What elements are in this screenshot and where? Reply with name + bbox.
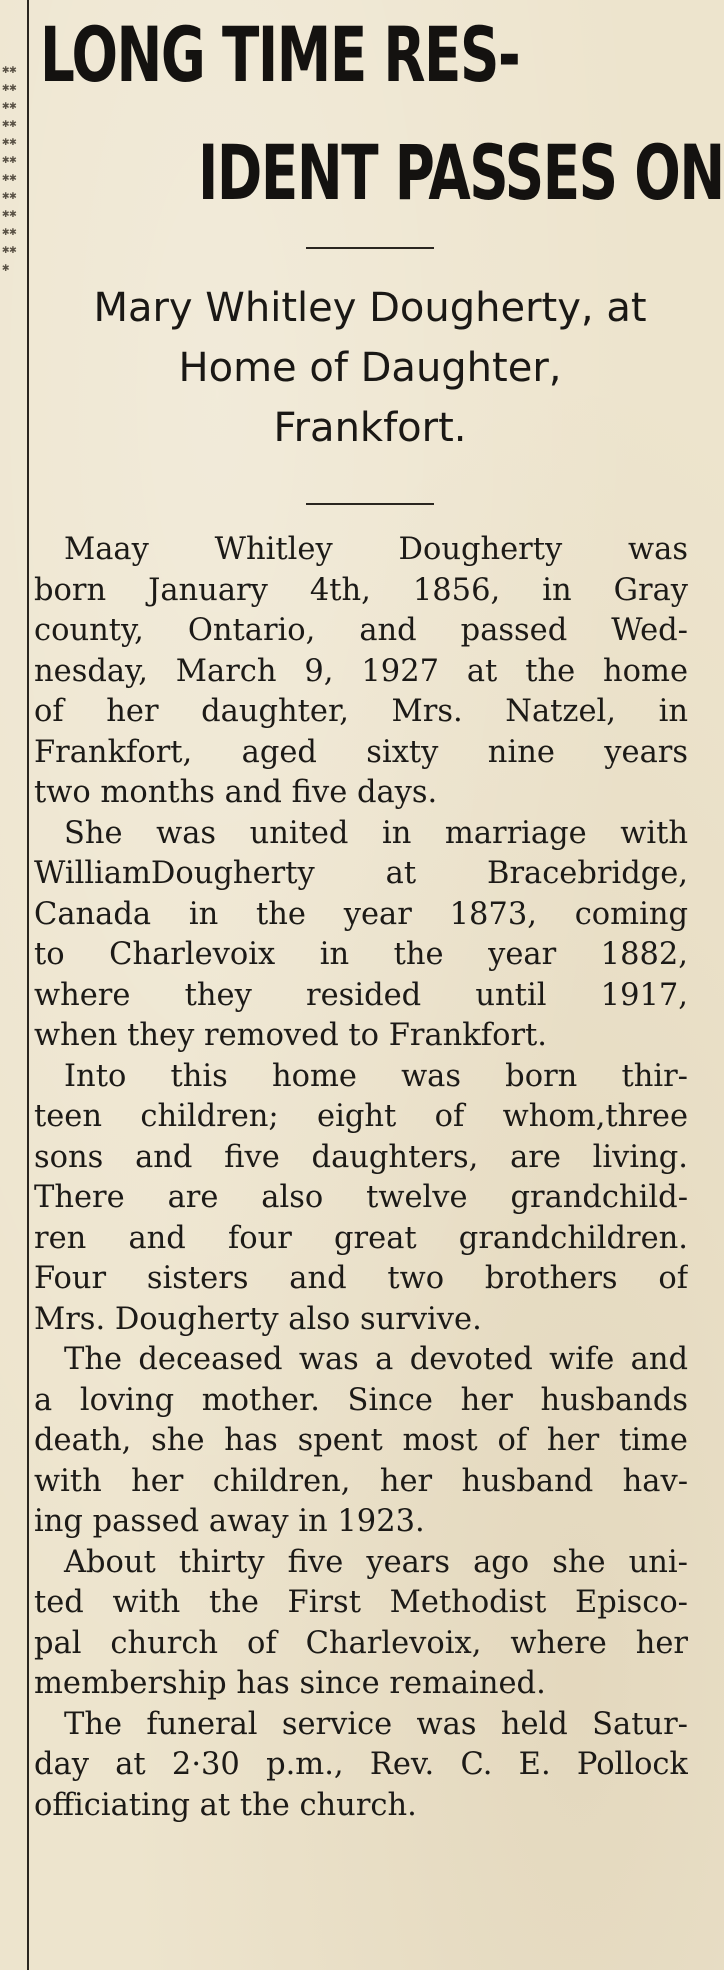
divider-rule (306, 247, 434, 249)
article-line: death, she has spent most of her time (34, 1423, 688, 1458)
article-line: WilliamDougherty at Bracebridge, (34, 856, 688, 891)
article-line: born January 4th, 1856, in Gray (34, 572, 688, 608)
article-line: officiating at the church. (34, 1787, 417, 1823)
subheading (30, 278, 710, 458)
article-line: ted with the First Methodist Episco- (34, 1585, 688, 1620)
article-line: ing passed away in 1923. (34, 1504, 425, 1539)
article-line: nesday, March 9, 1927 at the home (34, 653, 688, 689)
article-line: sons and five daughters, are living. (34, 1139, 688, 1175)
article-line: Mrs. Dougherty also survive. (34, 1301, 482, 1337)
headline-line-2: IDENT PASSES ON (198, 128, 724, 217)
article-line: with her children, her husband hav- (34, 1463, 688, 1499)
article-line: teen children; eight of whom,three (34, 1099, 688, 1134)
article-line: ren and four great grandchildren. (34, 1220, 688, 1256)
article-line: a loving mother. Since her husbands (34, 1382, 688, 1418)
article-line: county, Ontario, and passed Wed- (34, 613, 688, 648)
article-line: There are also twelve grandchild- (34, 1180, 688, 1215)
article-line: when they removed to Frankfort. (34, 1018, 547, 1053)
article-line: Into this home was born thir- (64, 1058, 688, 1094)
article-line: of her daughter, Mrs. Natzel, in (34, 694, 688, 729)
divider-rule (306, 503, 434, 505)
subheading-line-1: Mary Whitley Dougherty, at (93, 285, 647, 331)
article-line: She was united in marriage with (64, 815, 688, 851)
column-rule (27, 0, 29, 1970)
article-line: where they resided until 1917, (34, 977, 688, 1013)
article-line: Four sisters and two brothers of (34, 1261, 688, 1296)
article-line: About thirty five years ago she uni- (64, 1544, 688, 1580)
article-line: to Charlevoix in the year 1882, (34, 937, 688, 972)
headline-line-1: LONG TIME RES- (40, 10, 520, 99)
article-line: The funeral service was held Satur- (64, 1706, 688, 1742)
subheading-line-3: Frankfort. (273, 405, 467, 451)
subheading-line-2: Home of Daughter, (178, 345, 562, 391)
article-line: pal church of Charlevoix, where her (34, 1625, 688, 1661)
article-line: day at 2·30 p.m., Rev. C. E. Pollock (34, 1747, 688, 1782)
article-body (34, 530, 688, 1826)
border-ornament: ✱✱✱✱✱✱✱✱✱✱✱✱✱✱✱✱✱✱✱✱✱✱✱ (2, 62, 17, 274)
article-line: membership has since remained. (34, 1666, 546, 1701)
article-line: Maay Whitley Dougherty was (64, 532, 688, 567)
article-line: Canada in the year 1873, coming (34, 896, 688, 932)
article-line: two months and five days. (34, 775, 438, 810)
article-line: Frankfort, aged sixty nine years (34, 734, 688, 770)
article-line: The deceased was a devoted wife and (64, 1342, 688, 1377)
